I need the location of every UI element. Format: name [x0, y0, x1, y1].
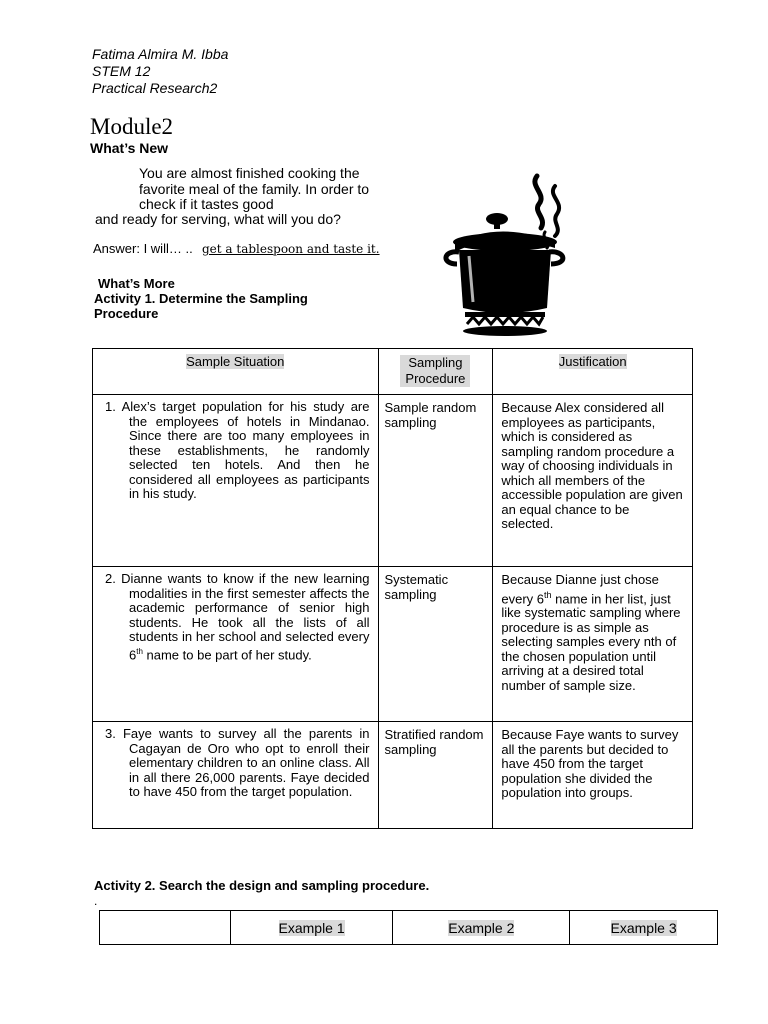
procedure-cell: Systematic sampling — [378, 567, 493, 722]
header-example-2: Example 2 — [393, 911, 570, 945]
examples-blank-header — [100, 911, 231, 945]
procedure-cell: Stratified random sampling — [378, 722, 493, 829]
prompt-line-4: and ready for serving, what will you do? — [95, 211, 341, 227]
header-example-3: Example 3 — [570, 911, 718, 945]
table-row — [93, 395, 693, 567]
justification-cell: Because Alex considered all employees as participants, which is considered as sampling random procedure a way of choosing individuals in which all members of the accessible population are given an equal chance to be selected. — [493, 395, 693, 567]
activity1-title-line2: Procedure — [94, 306, 159, 321]
header-sample-situation: Sample Situation — [93, 349, 379, 395]
prompt-line-1: You are almost finished cooking the — [139, 165, 360, 181]
module-title: Module2 — [90, 114, 174, 139]
examples-header-row — [100, 911, 718, 945]
table-header-row — [93, 349, 693, 395]
activity2-title: Activity 2. Search the design and sampling procedure. — [94, 878, 430, 893]
justification-cell: Because Dianne just chose every 6th name in her list, just like systematic sampling where procedure is as simple as selecting samples every nth of the chosen population until arriving at a desired total number of sample size. — [493, 567, 693, 722]
sampling-table — [92, 348, 693, 829]
student-name: Fatima Almira M. Ibba — [92, 46, 229, 62]
table-row — [93, 567, 693, 722]
situation-text: Alex’s target population for his study are the employees of hotels in Mindanao. Since there are too many employees in these establishments, he randomly selected ten hotels. And then he considered all employees as participants in his study. — [121, 399, 370, 501]
subject-name: Practical Research2 — [92, 80, 218, 96]
prompt-line-3: check if it tastes good — [139, 196, 274, 212]
whats-more-heading: What’s More — [98, 276, 175, 291]
examples-table — [99, 910, 718, 945]
situation-cell: 2. Dianne wants to know if the new learning modalities in the first semester affects the academic performance of senior high students. He took all the lists of all students in her school and selected every 6th name to be part of her study. — [93, 567, 379, 722]
table-row — [93, 722, 693, 829]
justification-cell: Because Faye wants to survey all the parents but decided to have 450 from the target population she divided the population into groups. — [493, 722, 693, 829]
activity1-title-line1: Activity 1. Determine the Sampling — [94, 291, 308, 306]
situation-cell: 3. Faye wants to survey all the parents in Cagayan de Oro who opt to enroll their elementary children to an online class. All in all there 26,000 parents. Faye decided to have 450 from the target population. — [93, 722, 379, 829]
cooking-pot-icon — [437, 172, 572, 337]
student-strand: STEM 12 — [92, 63, 151, 79]
prompt-line-2: favorite meal of the family. In order to — [139, 181, 370, 197]
procedure-cell: Sample random sampling — [378, 395, 493, 567]
header-justification: Justification — [493, 349, 693, 395]
stray-dot: . — [94, 894, 98, 908]
situation-cell: 1. Alex’s target population for his study are the employees of hotels in Mindanao. Since there are too many employees in these establishments, he randomly selected ten hotels. And then he considered all employees as participants in his study. — [93, 395, 379, 567]
answer-text: get a tablespoon and taste it. — [202, 242, 380, 256]
whats-new-heading: What’s New — [90, 140, 169, 156]
answer-label: Answer: I will… .. — [93, 241, 193, 256]
header-sampling-procedure: Sampling Procedure — [378, 349, 493, 395]
header-example-1: Example 1 — [230, 911, 393, 945]
